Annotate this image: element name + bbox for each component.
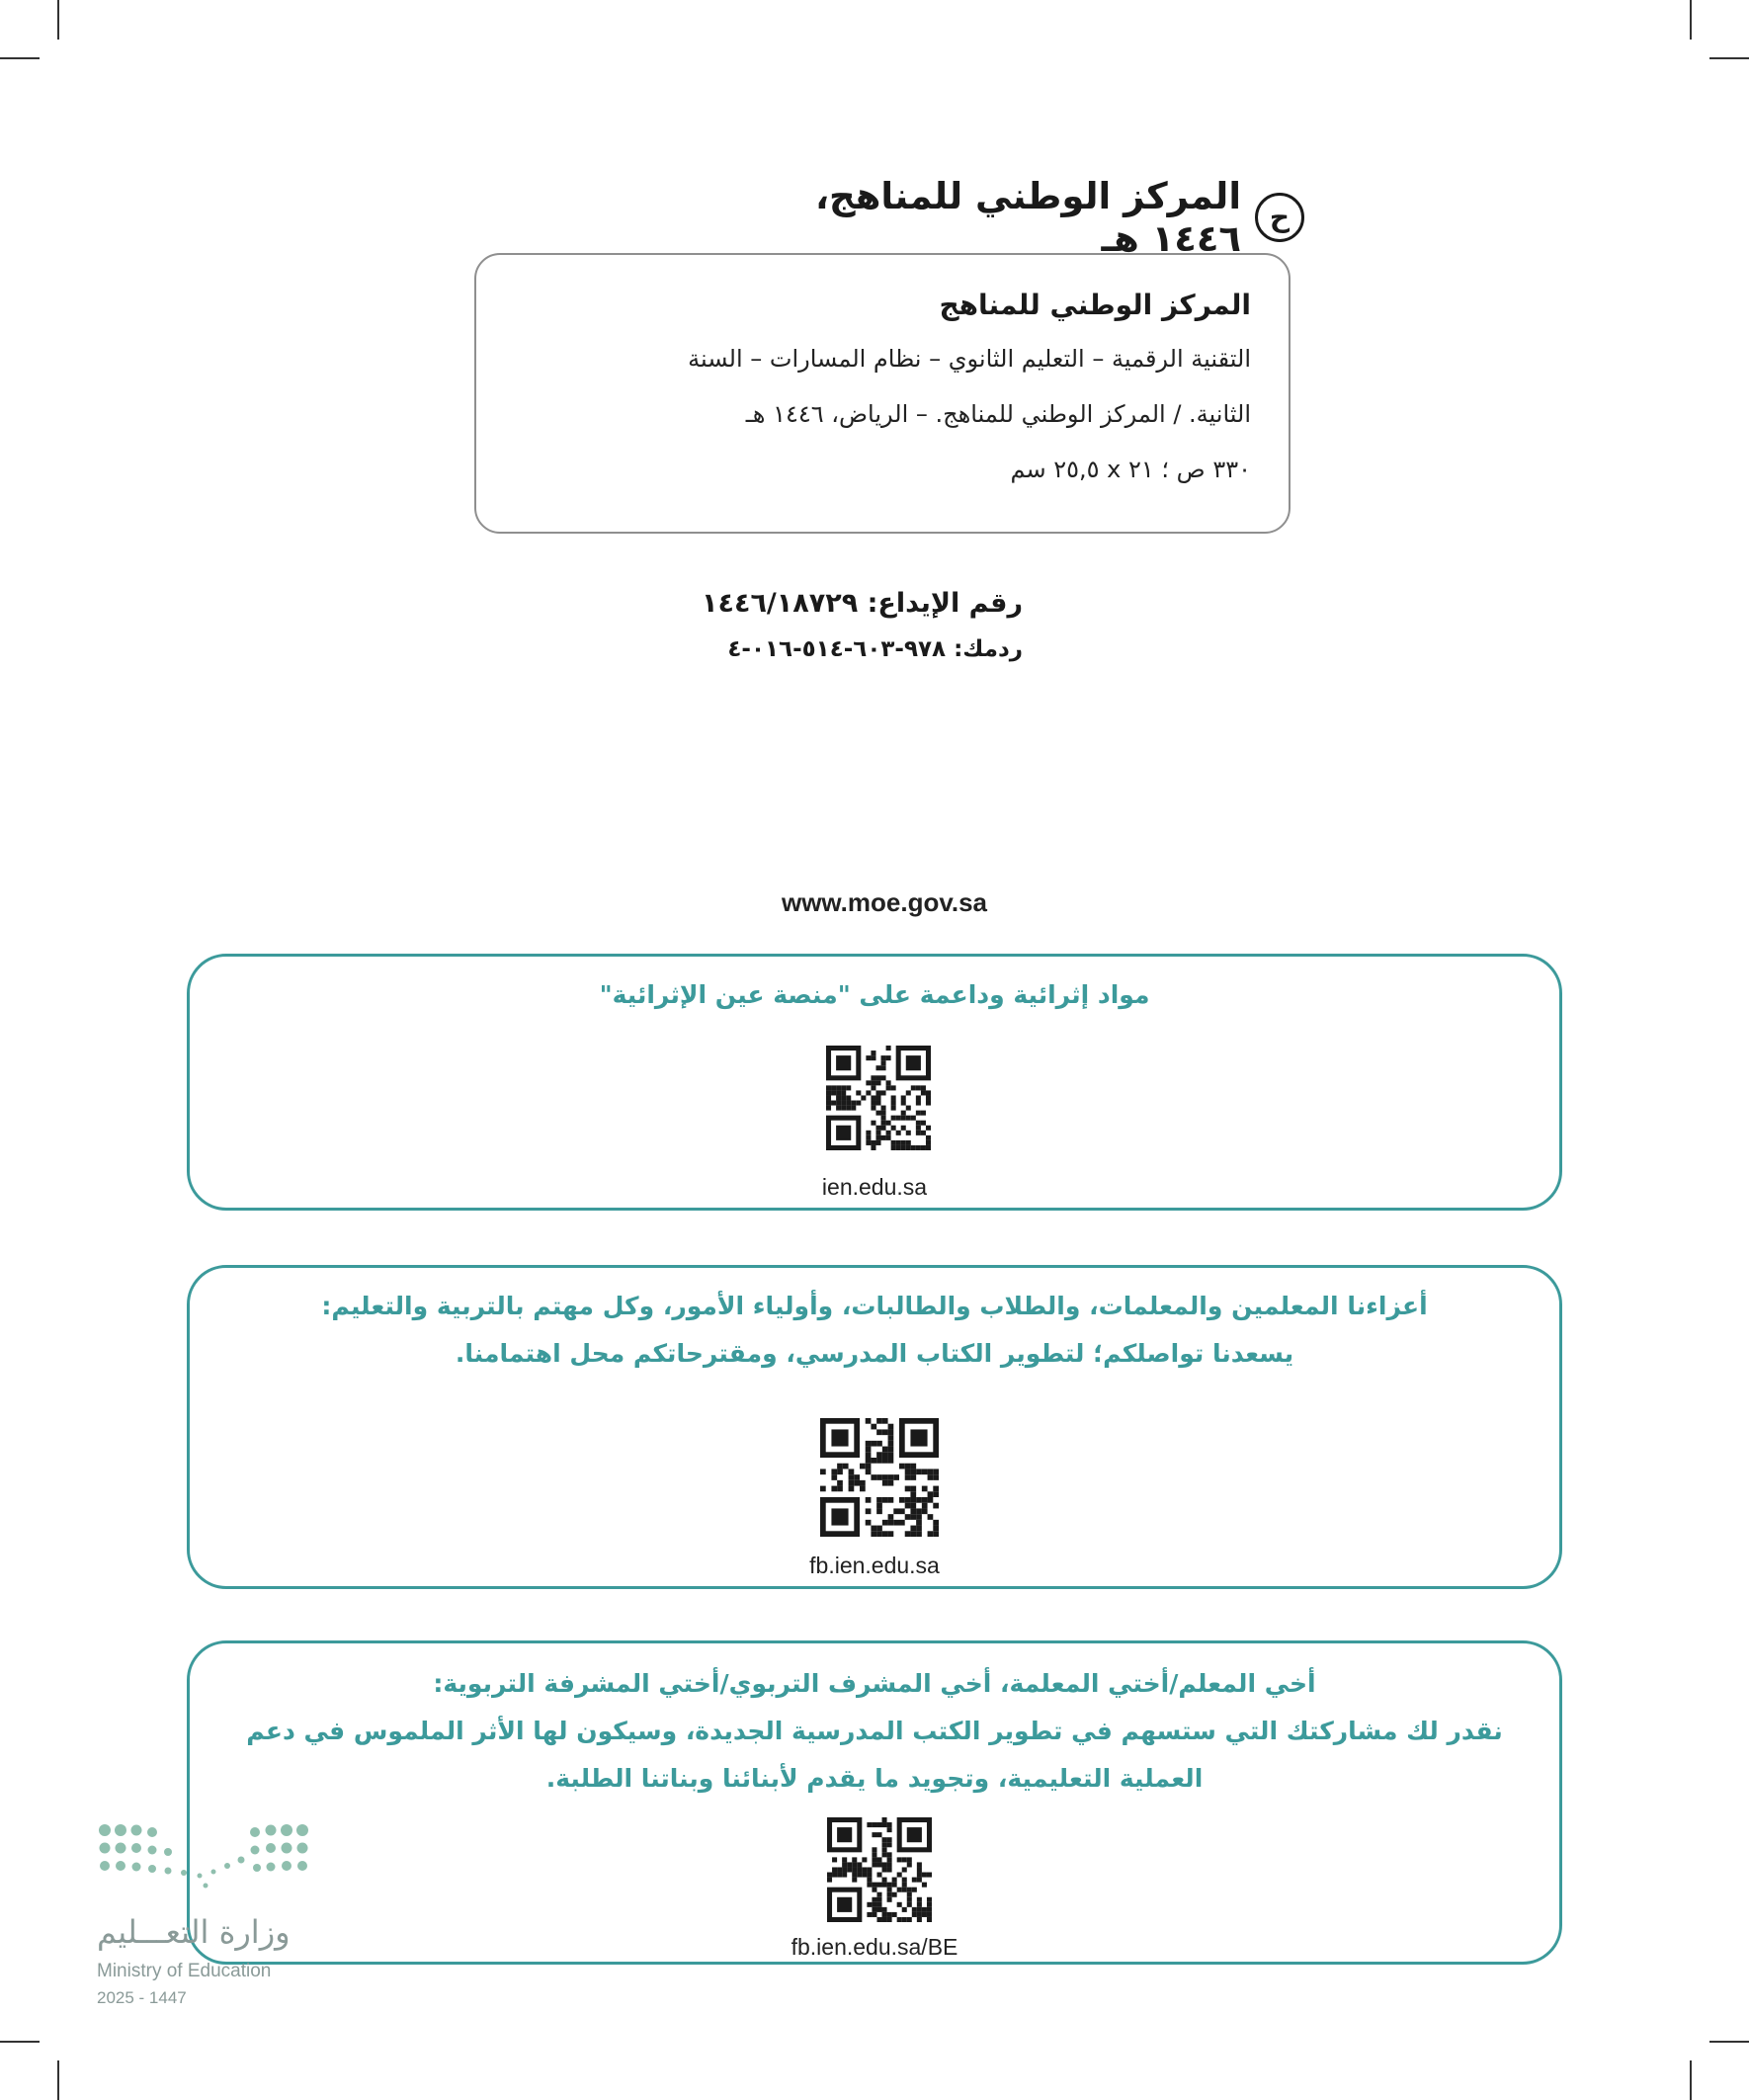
- ministry-name-english: Ministry of Education: [97, 1961, 272, 1981]
- crop-mark: [1709, 2041, 1749, 2043]
- deposit-info: [682, 588, 1023, 662]
- copyright-symbol-icon: ح: [1255, 193, 1304, 242]
- crop-mark: [1690, 0, 1692, 40]
- ministry-name-arabic: وزارة التعـــليم: [97, 1913, 291, 1951]
- logo-dots-icon: [97, 1820, 314, 1890]
- cataloging-title: المركز الوطني للمناهج: [939, 289, 1251, 321]
- cataloging-line: الثانية. / المركز الوطني للمناهج. – الرياض، ١٤٤٦ هـ: [745, 400, 1251, 428]
- qr-code-icon[interactable]: [826, 1046, 931, 1150]
- box-text: أعزاءنا المعلمين والمعلمات، والطلاب والطالبات، وأولياء الأمور، وكل مهتم بالتربية والتعليم:: [321, 1292, 1428, 1320]
- copyright-line: [751, 175, 1304, 260]
- ministry-logo: [97, 1820, 334, 2018]
- supervisor-box: [187, 1640, 1562, 1965]
- cataloging-line: التقنية الرقمية – التعليم الثانوي – نظام المسارات – السنة: [688, 345, 1251, 373]
- cataloging-box: [474, 253, 1291, 534]
- box-text: أخي المعلم/أختي المعلمة، أخي المشرف التربوي/أختي المشرفة التربوية:: [433, 1669, 1316, 1698]
- box-text: مواد إثرائية وداعمة على "منصة عين الإثرائية": [599, 980, 1150, 1009]
- ministry-year: 2025 - 1447: [97, 1988, 187, 2007]
- box-text: نقدر لك مشاركتك التي ستسهم في تطوير الكتب المدرسية الجديدة، وسيكون لها الأثر الملموس في دعم: [246, 1717, 1503, 1745]
- feedback-box: [187, 1265, 1562, 1589]
- crop-mark: [57, 0, 59, 40]
- box-text: العملية التعليمية، وتجويد ما يقدم لأبنائنا وبناتنا الطلبة.: [545, 1764, 1204, 1793]
- qr-url[interactable]: fb.ien.edu.sa/BE: [791, 1934, 958, 1960]
- copyright-text: المركز الوطني للمناهج، ١٤٤٦ هـ: [814, 175, 1241, 260]
- crop-mark: [0, 57, 40, 59]
- enrichment-box: [187, 954, 1562, 1211]
- qr-url[interactable]: ien.edu.sa: [821, 1174, 928, 1200]
- deposit-number: رقم الإيداع: ١٤٤٦/١٨٧٢٩: [702, 588, 1023, 619]
- isbn: ردمك: ٩٧٨-٦٠٣-٥١٤-٠١٦-٤: [727, 636, 1023, 662]
- box-text: يسعدنا تواصلكم؛ لتطوير الكتاب المدرسي، ومقترحاتكم محل اهتمامنا.: [455, 1339, 1294, 1368]
- crop-mark: [0, 2041, 40, 2043]
- crop-mark: [1690, 2060, 1692, 2100]
- website-link[interactable]: www.moe.gov.sa: [781, 887, 988, 917]
- crop-mark: [1709, 57, 1749, 59]
- qr-code-icon[interactable]: [827, 1817, 932, 1922]
- qr-url[interactable]: fb.ien.edu.sa: [809, 1553, 940, 1578]
- qr-code-icon[interactable]: [820, 1418, 939, 1537]
- crop-mark: [57, 2060, 59, 2100]
- cataloging-line: ٣٣٠ ص ؛ ٢١ x ٢٥,٥ سم: [1010, 456, 1251, 483]
